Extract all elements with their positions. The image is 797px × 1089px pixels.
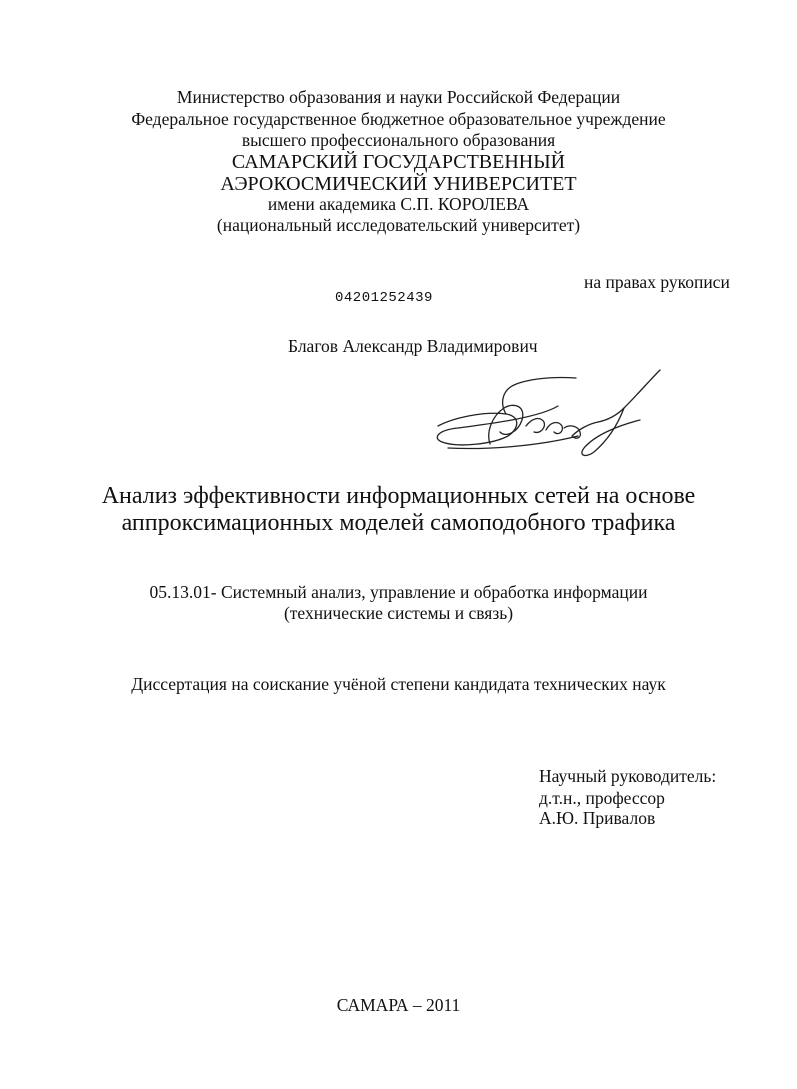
manuscript-note: на правах рукописи	[584, 272, 730, 292]
education-level-line: высшего профессионального образования	[241, 130, 556, 150]
author-signature	[428, 366, 668, 466]
city-year: САМАРА – 2011	[336, 995, 461, 1015]
university-named-after-line: имени академика С.П. КОРОЛЕВА	[267, 194, 530, 214]
institution-type-line: Федеральное государственное бюджетное образовательное учреждение	[131, 109, 666, 129]
registration-number: 04201252439	[335, 290, 433, 306]
university-status-line: (национальный исследовательский университет)	[216, 215, 581, 235]
specialty-code-line: 05.13.01- Системный анализ, управление и обработка информации	[149, 582, 648, 602]
university-name-line-2: АЭРОКОСМИЧЕСКИЙ УНИВЕРСИТЕТ	[220, 173, 577, 195]
advisor-rank: д.т.н., профессор	[539, 788, 665, 808]
advisor-name: А.Ю. Привалов	[539, 808, 656, 828]
ministry-line: Министерство образования и науки Российской Федерации	[176, 87, 621, 107]
dissertation-title-line-2: аппроксимационных моделей самоподобного трафика	[121, 510, 676, 536]
university-name-line-1: САМАРСКИЙ ГОСУДАРСТВЕННЫЙ	[231, 151, 566, 173]
specialty-subtitle-line: (технические системы и связь)	[283, 603, 514, 623]
dissertation-title-line-1: Анализ эффективности информационных сетей на основе	[101, 483, 696, 509]
degree-statement: Диссертация на соискание учёной степени кандидата технических наук	[131, 674, 666, 694]
author-name: Благов Александр Владимирович	[288, 336, 538, 356]
advisor-label: Научный руководитель:	[539, 766, 717, 786]
